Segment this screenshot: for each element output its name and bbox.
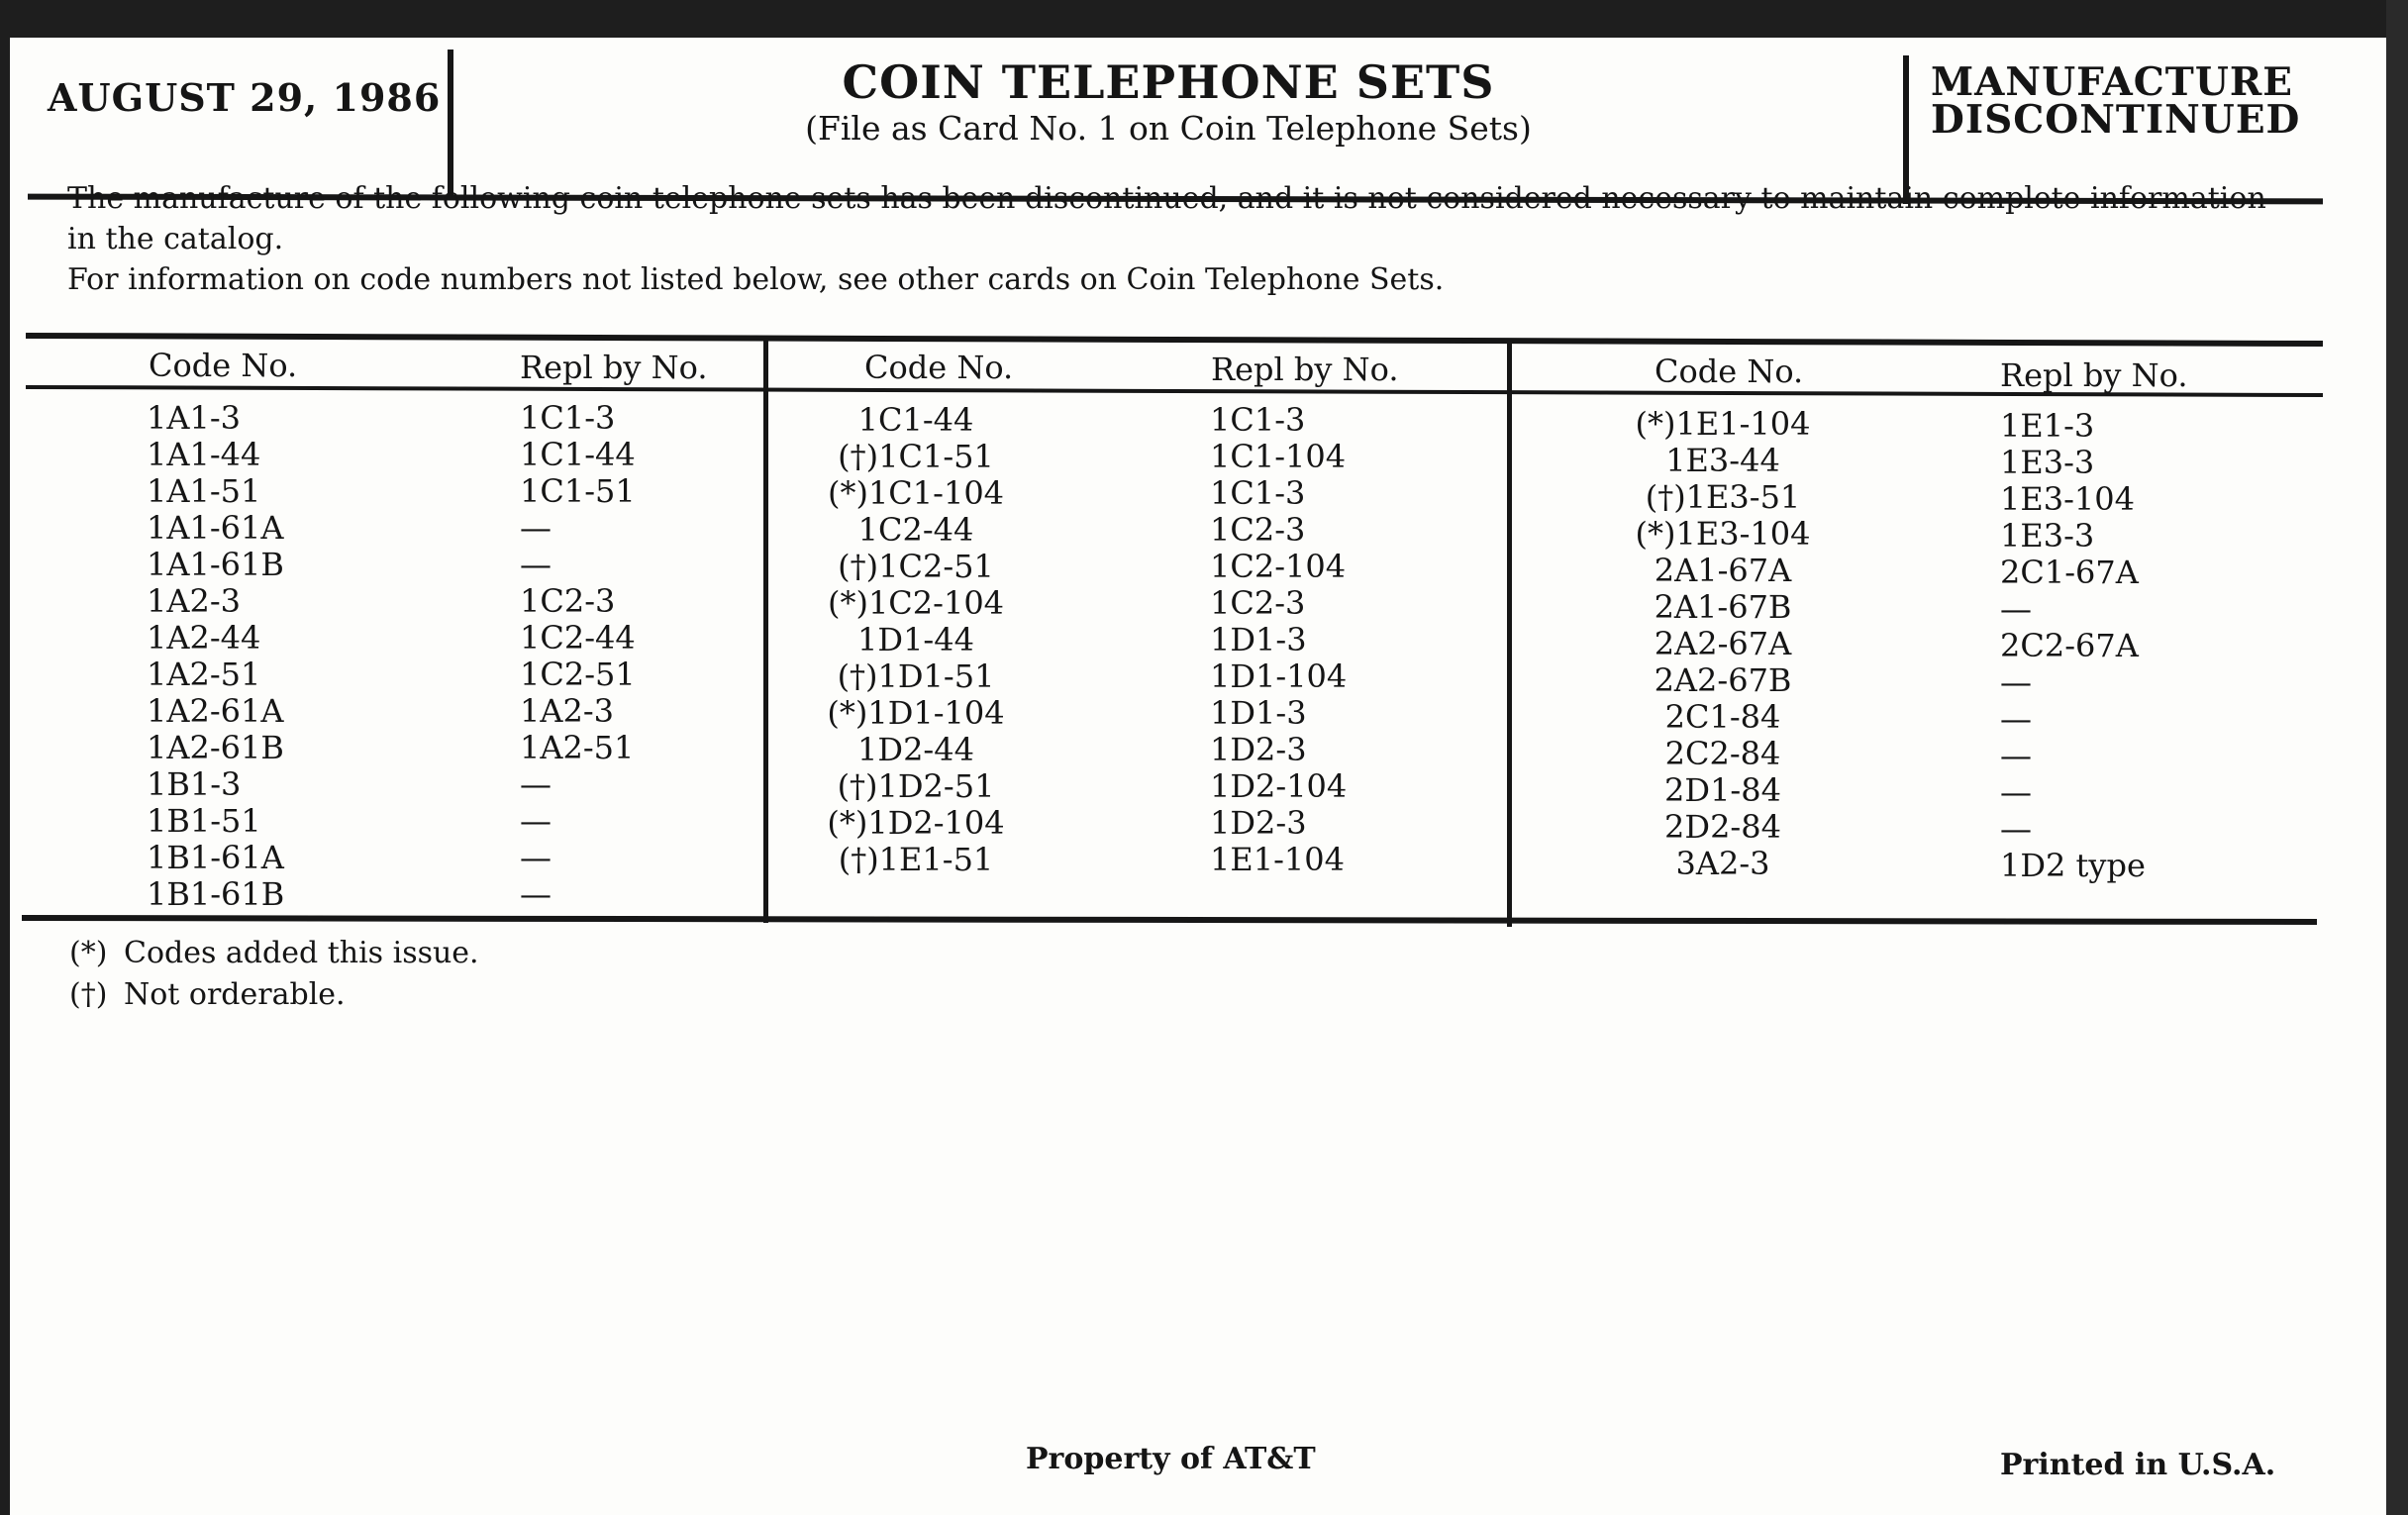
repl-cell: 1E1-104: [1210, 841, 1345, 878]
code-cell: 1A1-44: [147, 436, 261, 473]
repl-cell: —: [520, 546, 552, 583]
repl-cell: 1C1-3: [1210, 474, 1306, 512]
repl-cell: 2C1-67A: [2000, 554, 2139, 591]
group-1-repl-header: Repl by No.: [520, 349, 708, 386]
intro-line-2: For information on code numbers not listed below, see other cards on Coin Telephone Sets.: [67, 262, 1445, 297]
footnote-text: Codes added this issue.: [124, 936, 479, 970]
group-2-repl-header: Repl by No.: [1211, 351, 1399, 388]
repl-cell: 1D2-3: [1210, 731, 1307, 768]
repl-cell: —: [520, 765, 552, 803]
repl-cell: —: [2000, 590, 2032, 628]
footnote-text: Not orderable.: [124, 977, 346, 1012]
repl-cell: 1E1-3: [2000, 407, 2095, 445]
issue-date: AUGUST 29, 1986: [48, 75, 442, 120]
repl-cell: 1D1-104: [1210, 657, 1348, 695]
code-cell: 1C2-44: [857, 511, 974, 549]
group-1-code-header: Code No.: [149, 347, 298, 384]
code-cell: 1E3-44: [1665, 442, 1780, 479]
code-cell: 1A2-51: [147, 656, 261, 693]
repl-cell: 1E3-3: [2000, 444, 2095, 481]
group-3-repl-column: [2000, 408, 2146, 884]
repl-cell: 1C1-3: [520, 399, 616, 437]
group-1-repl-column: [520, 400, 636, 913]
code-cell: 3A2-3: [1675, 845, 1770, 882]
repl-cell: 1D2 type: [2000, 847, 2146, 884]
code-cell: (*)1C1-104: [827, 474, 1005, 512]
table-divider-1: [763, 339, 768, 923]
repl-cell: 1D2-104: [1210, 767, 1348, 805]
code-cell: (†)1D1-51: [837, 657, 995, 695]
code-cell: (†)1E1-51: [838, 841, 994, 878]
code-cell: 1B1-51: [147, 802, 261, 840]
repl-cell: —: [2000, 773, 2032, 811]
footnote-mark: (*): [69, 936, 108, 970]
group-3-code-column: [1604, 406, 1842, 882]
code-cell: 1B1-61B: [147, 875, 285, 913]
intro-line-1: The manufacture of the following coin telephone sets has been discontinued, and it is not considered necessary to maintain complete information in the catalog.: [67, 181, 2266, 256]
repl-cell: —: [2000, 663, 2032, 701]
code-cell: (*)1D2-104: [827, 804, 1005, 842]
code-cell: 2D2-84: [1664, 808, 1781, 846]
status-line-2: DISCONTINUED: [1931, 97, 2301, 143]
group-2-repl-column: [1210, 402, 1347, 878]
repl-cell: 1C1-44: [520, 436, 636, 473]
repl-cell: 1D1-3: [1210, 621, 1307, 658]
group-2-code-header: Code No.: [864, 349, 1014, 386]
repl-cell: —: [520, 802, 552, 840]
code-cell: 1A1-61B: [147, 546, 284, 583]
page-title: COIN TELEPHONE SETS: [842, 55, 1495, 109]
footnote-added: [69, 933, 479, 974]
code-cell: 2A1-67A: [1654, 552, 1792, 589]
code-cell: 1D2-44: [857, 731, 974, 768]
code-cell: 1A2-61B: [147, 729, 284, 766]
repl-cell: 1E3-104: [2000, 480, 2135, 518]
footnotes: [69, 933, 479, 1016]
group-3-code-header: Code No.: [1655, 353, 1804, 390]
group-2-code-column: [807, 402, 1025, 878]
footnote-not-orderable: [69, 974, 479, 1016]
code-cell: 2D1-84: [1664, 771, 1781, 809]
repl-cell: 1E3-3: [2000, 517, 2095, 555]
intro-text: [67, 178, 2295, 300]
code-cell: 1C1-44: [857, 401, 974, 439]
repl-cell: 1C1-104: [1210, 438, 1347, 475]
repl-cell: 1C2-51: [520, 656, 636, 693]
print-notice: Printed in U.S.A.: [2000, 1448, 2276, 1482]
repl-cell: —: [2000, 700, 2032, 738]
code-cell: 2A2-67A: [1654, 625, 1792, 662]
code-cell: 1A2-44: [147, 619, 261, 656]
header-divider-left: [448, 50, 453, 198]
table-divider-2: [1507, 343, 1512, 927]
page-subtitle: (File as Card No. 1 on Coin Telephone Sets): [805, 109, 1532, 148]
repl-cell: 1A2-51: [520, 729, 635, 766]
status-line-1: MANUFACTURE: [1931, 59, 2293, 105]
card-edge-shadow: [2386, 0, 2408, 1515]
code-cell: 2A2-67B: [1654, 661, 1792, 699]
repl-cell: —: [520, 509, 552, 547]
code-cell: 1D1-44: [857, 621, 974, 658]
code-cell: (†)1C1-51: [838, 438, 994, 475]
repl-cell: 1C1-3: [1210, 401, 1306, 439]
code-cell: 1A1-51: [147, 472, 261, 510]
repl-cell: 1C1-51: [520, 472, 636, 510]
footnote-mark: (†): [69, 977, 108, 1012]
repl-cell: —: [520, 875, 552, 913]
repl-cell: 1A2-3: [520, 692, 614, 730]
repl-cell: 1C2-3: [1210, 511, 1306, 549]
code-cell: (*)1E1-104: [1635, 405, 1811, 443]
repl-cell: 1D2-3: [1210, 804, 1307, 842]
code-cell: 1A1-3: [147, 399, 241, 437]
code-cell: 1A2-3: [147, 582, 241, 620]
code-cell: (†)1C2-51: [838, 548, 994, 585]
code-cell: 2C2-84: [1664, 735, 1781, 772]
code-cell: (*)1C2-104: [827, 584, 1005, 622]
repl-cell: 2C2-67A: [2000, 627, 2139, 664]
repl-cell: 1C2-104: [1210, 548, 1347, 585]
code-cell: (*)1E3-104: [1635, 515, 1811, 553]
repl-cell: —: [520, 839, 552, 876]
group-3-repl-header: Repl by No.: [2000, 356, 2188, 394]
code-cell: 1A1-61A: [147, 509, 284, 547]
code-cell: (*)1D1-104: [827, 694, 1005, 732]
code-cell: 2A1-67B: [1654, 588, 1792, 626]
repl-cell: —: [2000, 737, 2032, 774]
repl-cell: 1C2-3: [520, 582, 616, 620]
repl-cell: 1C2-3: [1210, 584, 1306, 622]
group-1-code-column: [147, 400, 284, 913]
repl-cell: —: [2000, 810, 2032, 848]
repl-cell: 1C2-44: [520, 619, 636, 656]
property-notice: Property of AT&T: [1026, 1442, 1316, 1476]
code-cell: (†)1D2-51: [837, 767, 995, 805]
code-cell: 1B1-3: [147, 765, 242, 803]
code-cell: 2C1-84: [1664, 698, 1781, 736]
repl-cell: 1D1-3: [1210, 694, 1307, 732]
code-cell: 1B1-61A: [147, 839, 284, 876]
code-cell: (†)1E3-51: [1645, 478, 1801, 516]
status-label: [1931, 59, 2301, 143]
code-cell: 1A2-61A: [147, 692, 284, 730]
